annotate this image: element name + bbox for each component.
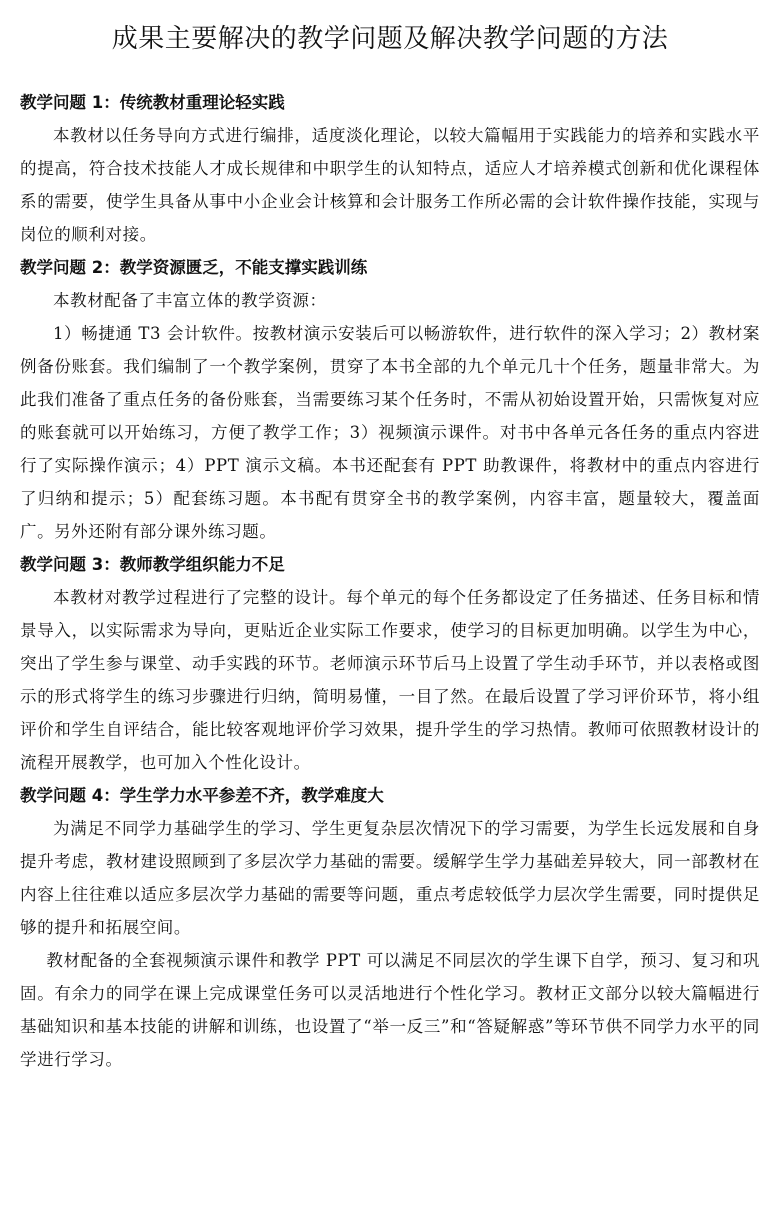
paragraph: 为满足不同学力基础学生的学习、学生更复杂层次情况下的学习需要，为学生长远发展和自身提升考虑，教材建设照顾到了多层次学力基础的需要。缓解学生学力基础差异较大，同一部教材在内容上往往难以适应多层次学力基础的需要等问题，重点考虑较低学力层次学生需要，同时提供足够的提升和拓展空间。 <box>20 819 760 937</box>
section-4 <box>20 779 760 1076</box>
section-3 <box>20 548 760 779</box>
paragraph: 本教材对教学过程进行了完整的设计。每个单元的每个任务都设定了任务描述、任务目标和情景导入，以实际需求为导向，更贴近企业实际工作要求，使学习的目标更加明确。以学生为中心，突出了学生参与课堂、动手实践的环节。老师演示环节后马上设置了学生动手环节，并以表格或图示的形式将学生的练习步骤进行归纳，简明易懂，一目了然。在最后设置了学习评价环节，将小组评价和学生自评结合，能比较客观地评价学习效果，提升学生的学习热情。教师可依照教材设计的流程开展教学，也可加入个性化设计。 <box>20 588 760 772</box>
paragraph: 本教材配备了丰富立体的教学资源： <box>53 291 327 310</box>
paragraph: 教材配备的全套视频演示课件和教学 PPT 可以满足不同层次的学生课下自学，预习、复习和巩固。有余力的同学在课上完成课堂任务可以灵活地进行个性化学习。教材正文部分以较大篇幅进行基础知识和基本技能的讲解和训练，也设置了“举一反三”和“答疑解惑”等环节供不同学力水平的同学进行学习。 <box>20 951 760 1069</box>
section-2 <box>20 251 760 548</box>
paragraph: 1）畅捷通 T3 会计软件。按教材演示安装后可以畅游软件，进行软件的深入学习；2）教材案例备份账套。我们编制了一个教学案例，贯穿了本书全部的九个单元几十个任务，题量非常大。为此我们准备了重点任务的备份账套，当需要练习某个任务时，不需从初始设置开始，只需恢复对应的账套就可以开始练习，方便了教学工作；3）视频演示课件。对书中各单元各任务的重点内容进行了实际操作演示；4）PPT 演示文稿。本书还配套有 PPT 助教课件，将教材中的重点内容进行了归纳和提示；5）配套练习题。本书配有贯穿全书的教学案例，内容丰富，题量较大，覆盖面广。另外还附有部分课外练习题。 <box>20 324 760 541</box>
section-heading: 教学问题 2：教学资源匮乏，不能支撑实践训练 <box>20 258 368 277</box>
page-title: 成果主要解决的教学问题及解决教学问题的方法 <box>111 24 669 54</box>
section-1 <box>20 86 760 251</box>
section-heading: 教学问题 4：学生学力水平参差不齐，教学难度大 <box>20 786 384 805</box>
section-heading: 教学问题 1：传统教材重理论轻实践 <box>20 93 285 112</box>
paragraph: 本教材以任务导向方式进行编排，适度淡化理论，以较大篇幅用于实践能力的培养和实践水平的提高，符合技术技能人才成长规律和中职学生的认知特点，适应人才培养模式创新和优化课程体系的需要，使学生具备从事中小企业会计核算和会计服务工作所必需的会计软件操作技能，实现与岗位的顺利对接。 <box>20 126 760 244</box>
section-heading: 教学问题 3：教师教学组织能力不足 <box>20 555 285 574</box>
